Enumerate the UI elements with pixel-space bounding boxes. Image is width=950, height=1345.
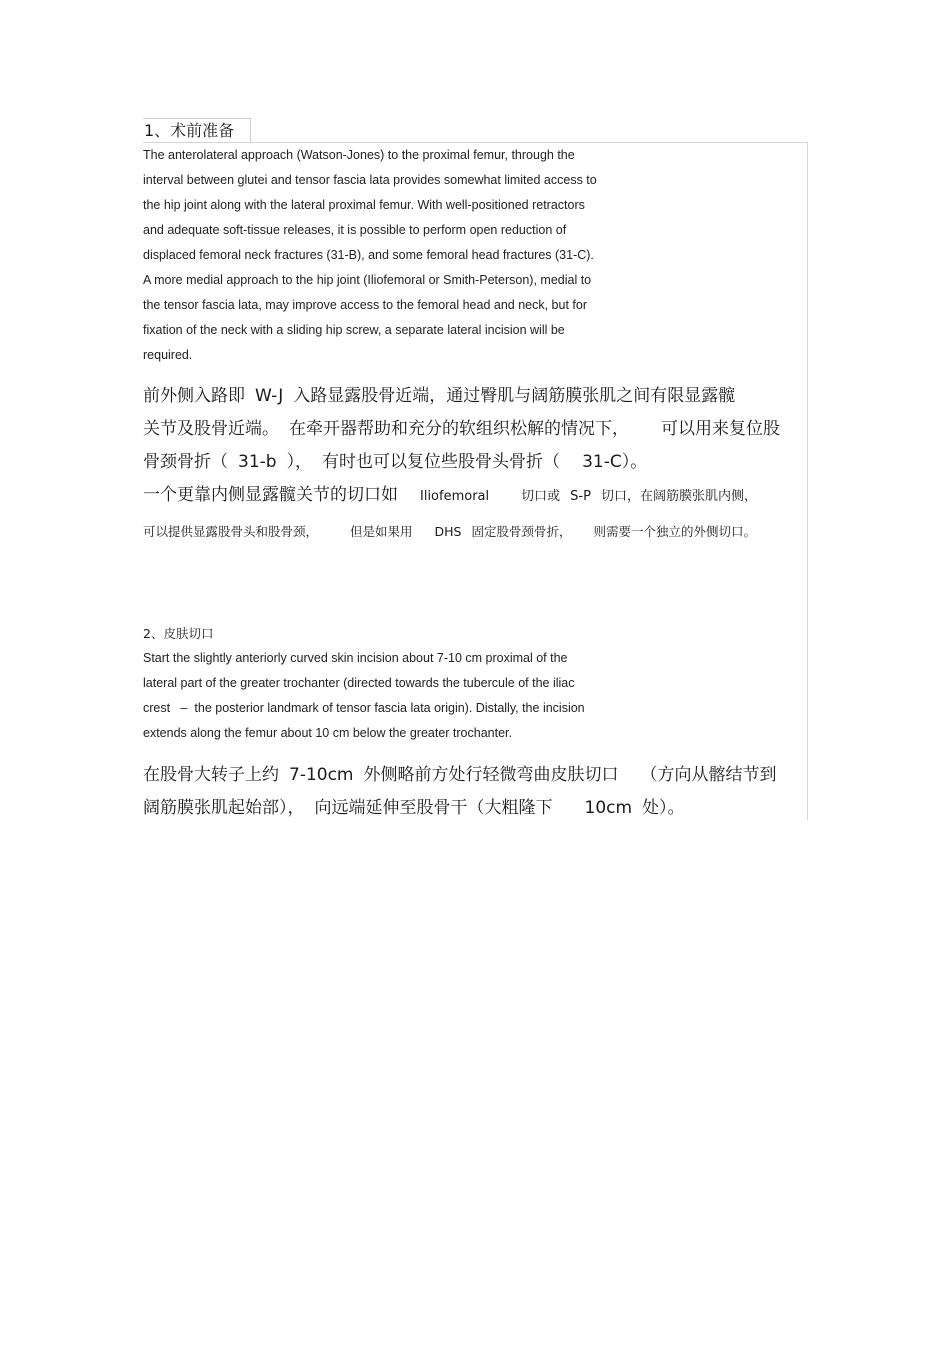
text-span: 入路显露股骨近端，通过臀肌与阔筋膜张肌之间有限显露髋 bbox=[293, 386, 736, 406]
section1-english-line: the hip joint along with the lateral proximal femur. With well-positioned retractors bbox=[143, 198, 585, 212]
section1-english-line: A more medial approach to the hip joint (Iliofemoral or Smith-Peterson), medial to bbox=[143, 273, 592, 287]
section2-english-paragraph bbox=[143, 646, 585, 746]
section1-chinese-line-5 bbox=[143, 517, 756, 547]
section1-english-line: fixation of the neck with a sliding hip screw, a separate lateral incision will be bbox=[143, 323, 565, 337]
text-span: 但是如果用 bbox=[350, 524, 413, 539]
text-span: 在股骨大转子上约 bbox=[143, 765, 279, 785]
text-span: 向远端延伸至股骨干（大粗隆下 bbox=[314, 798, 553, 818]
text-span: ）。 bbox=[621, 452, 648, 472]
section2-heading: 2、皮肤切口 bbox=[143, 626, 214, 641]
section2-english-line: lateral part of the greater trochanter (directed towards the tubercule of the iliac bbox=[143, 676, 575, 690]
section2-chinese-line-2 bbox=[143, 792, 777, 825]
text-span: 骨颈骨折（ bbox=[143, 452, 228, 472]
section1-chinese-line-4 bbox=[143, 479, 780, 512]
text-span: 切口或 bbox=[521, 489, 561, 504]
section1-english-line: and adequate soft-tissue releases, it is possible to perform open reduction of bbox=[143, 223, 567, 237]
text-span: Iliofemoral bbox=[420, 489, 490, 504]
text-span: 7-10cm bbox=[289, 765, 354, 785]
section2-chinese-paragraph bbox=[143, 759, 777, 825]
text-span: 在牵开器帮助和充分的软组织松解的情况下， bbox=[289, 419, 629, 439]
text-span: ）， bbox=[286, 452, 313, 472]
text-span: 前外侧入路即 bbox=[143, 386, 245, 406]
text-span: DHS bbox=[434, 524, 462, 539]
section1-english-line: required. bbox=[143, 348, 193, 362]
section2-english-line: Start the slightly anteriorly curved skin incision about 7-10 cm proximal of the bbox=[143, 651, 568, 665]
text-span: 阔筋膜张肌起始部）， bbox=[143, 798, 305, 818]
section2-chinese-line-1 bbox=[143, 759, 777, 792]
section1-english-line: The anterolateral approach (Watson-Jones) to the proximal femur, through the bbox=[143, 148, 575, 162]
section1-heading: 1、术前准备 bbox=[143, 118, 251, 142]
section2-english-line: extends along the femur about 10 cm below the greater trochanter. bbox=[143, 726, 512, 740]
text-span: 固定股骨颈骨折， bbox=[471, 524, 572, 539]
section2-english-line: crest – the posterior landmark of tensor fascia lata origin). Distally, the incision bbox=[143, 701, 585, 715]
text-span: 处）。 bbox=[642, 798, 685, 818]
section1-chinese-line-2 bbox=[143, 413, 780, 446]
text-span: 10cm bbox=[584, 798, 633, 818]
section1-english-line: interval between glutei and tensor fascia lata provides somewhat limited access to bbox=[143, 173, 597, 187]
text-span: W-J bbox=[255, 386, 284, 406]
text-span: 外侧略前方处行轻微弯曲皮肤切口 bbox=[363, 765, 619, 785]
text-span: 31-b bbox=[238, 452, 277, 472]
section1-english-line: the tensor fascia lata, may improve access to the femoral head and neck, but for bbox=[143, 298, 587, 312]
section1-english-paragraph bbox=[143, 143, 597, 368]
text-span: 一个更靠内侧显露髋关节的切口如 bbox=[143, 485, 398, 505]
text-span: 则需要一个独立的外侧切口。 bbox=[593, 524, 757, 539]
text-span: （方向从髂结节到 bbox=[640, 765, 777, 785]
text-span: 可以用来复位股 bbox=[661, 419, 780, 439]
text-span: 可以提供显露股骨头和股骨颈， bbox=[143, 524, 319, 539]
text-span: 31-C bbox=[582, 452, 622, 472]
section1-english-line: displaced femoral neck fractures (31-B), and some femoral head fractures (31-C). bbox=[143, 248, 594, 262]
text-span: 关节及股骨近端。 bbox=[143, 419, 279, 439]
section1-chinese-line-1 bbox=[143, 380, 780, 413]
text-span: S-P bbox=[570, 489, 591, 504]
section1-chinese-paragraph bbox=[143, 380, 780, 512]
text-span: 有时也可以复位些股骨头骨折（ bbox=[322, 452, 561, 472]
section1-chinese-line-3 bbox=[143, 446, 780, 479]
text-span: 切口，在阔筋膜张肌内侧， bbox=[600, 489, 757, 504]
